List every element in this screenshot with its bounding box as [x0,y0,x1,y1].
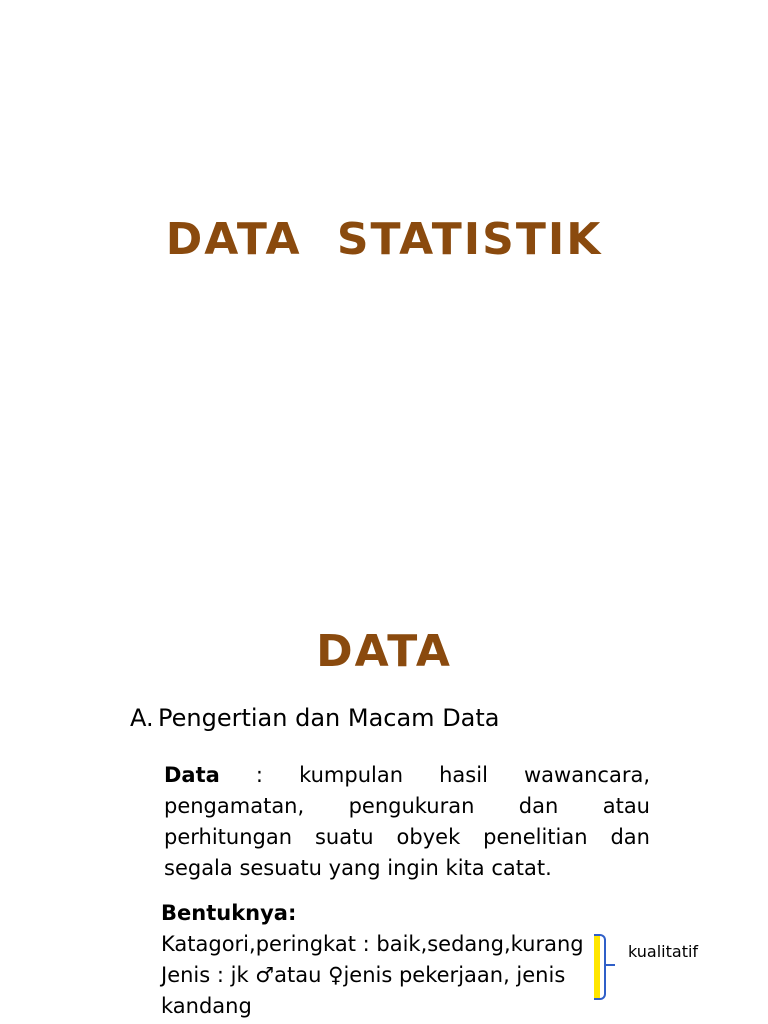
definition-separator: : [219,763,300,787]
qualitative-label: kualitatif [628,942,699,961]
section-title: DATA [316,626,452,677]
brace-tick [606,964,615,966]
section-heading-text: Pengertian dan Macam Data [158,704,500,732]
forms-line-category: Katagori,peringkat : baik,sedang,kurang [161,932,584,956]
definition-text: kumpulan hasil wawancara, pengamatan, pengukuran dan atau perhitungan suatu obyek penelitian dan segala sesuatu yang ingin kita catat. [164,763,650,880]
section-number: A. [130,704,154,732]
forms-line-type: Jenis : jk ♂atau ♀jenis pekerjaan, jenis kandang [161,963,566,1018]
section-heading [130,704,500,732]
right-brace-icon [594,934,606,1000]
main-title: DATA STATISTIK [165,214,603,265]
definition-term: Data [164,763,220,787]
forms-label: Bentuknya: [161,901,297,925]
data-definition [164,760,650,884]
forms-block [161,898,601,1022]
